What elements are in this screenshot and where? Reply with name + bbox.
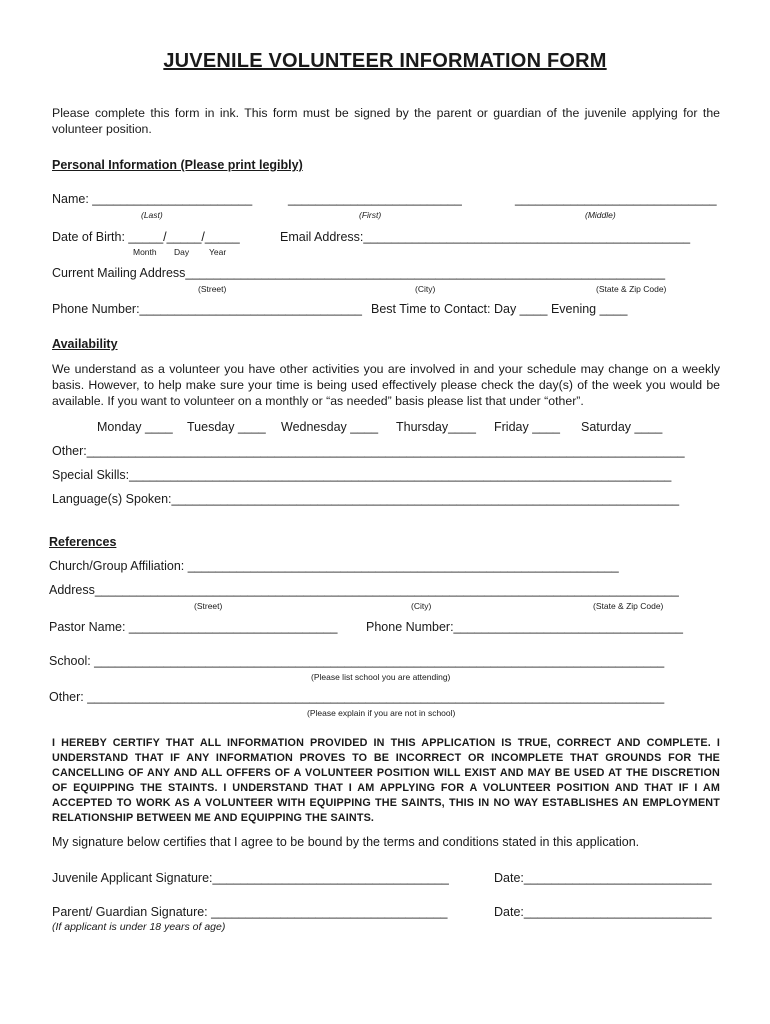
city-caption: (City) bbox=[415, 284, 436, 294]
last-caption: (Last) bbox=[141, 210, 163, 220]
best-time-field[interactable]: Best Time to Contact: Day ____ Evening ____ bbox=[371, 302, 628, 316]
day-thursday[interactable]: Thursday____ bbox=[396, 420, 476, 434]
state-zip-caption: (State & Zip Code) bbox=[596, 284, 667, 294]
day-friday[interactable]: Friday ____ bbox=[494, 420, 561, 434]
personal-info-heading: Personal Information (Please print legibly) bbox=[52, 158, 303, 172]
dob-field[interactable]: Date of Birth: _____/_____/_____ bbox=[52, 230, 240, 244]
reference-address-field[interactable]: Address____________________________________________________________________________________ bbox=[49, 583, 679, 597]
month-caption: Month bbox=[133, 247, 157, 257]
parent-date-field[interactable]: Date:___________________________ bbox=[494, 905, 712, 919]
availability-text: We understand as a volunteer you have other activities you are involved in and your schedule may change on a weekly basis. However, to help make sure your time is being used effectively please check the day(s) of the week you would be available. If you want to volunteer on a monthly or “as needed” basis please list that under “other”. bbox=[52, 362, 720, 408]
name-last-field[interactable]: Name: _______________________ bbox=[52, 192, 253, 206]
intro-text: Please complete this form in ink. This form must be signed by the parent or guardian of the juvenile applying for the volunteer position. bbox=[52, 106, 720, 136]
under-18-note: (If applicant is under 18 years of age) bbox=[52, 921, 226, 933]
pastor-phone-field[interactable]: Phone Number:_________________________________ bbox=[366, 620, 683, 634]
day-caption: Day bbox=[174, 247, 190, 257]
applicant-date-field[interactable]: Date:___________________________ bbox=[494, 871, 712, 885]
availability-heading: Availability bbox=[52, 337, 118, 351]
special-skills-field[interactable]: Special Skills:______________________________________________________________________________ bbox=[52, 468, 672, 482]
street-caption: (Street) bbox=[198, 284, 227, 294]
reference-other-field[interactable]: Other: ___________________________________________________________________________________ bbox=[49, 690, 665, 704]
certification-text: I HEREBY CERTIFY THAT ALL INFORMATION PROVIDED IN THIS APPLICATION IS TRUE, CORRECT AND COMPLETE. I UNDERSTAND THAT IF ANY INFORMATION PROVES TO BE INCORRECT OR INCOMPLETE THAT GROUNDS FOR THE CANCELLING OF ANY AND ALL OFFERS OF A VOLUNTEER POSITION WILL EXIST AND MAY BE USED AT THE DISCRETION OF EQUIPPING THE STAINTS. I UNDERSTAND THAT I AM APPLYING FOR A VOLUNTEER POSITION AND THAT IF I AM ACCEPTED TO WORK AS A VOLUNTEER WITH EQUIPPING THE SAINTS, THIS IN NO WAY ESTABLISHES AN EMPLOYMENT RELATIONSHIP BETWEEN ME AND EQUIPPING THE SAINTS. bbox=[52, 737, 720, 824]
day-tuesday[interactable]: Tuesday ____ bbox=[187, 420, 266, 434]
applicant-signature-field[interactable]: Juvenile Applicant Signature:__________________________________ bbox=[52, 871, 449, 885]
availability-other-field[interactable]: Other:______________________________________________________________________________________ bbox=[52, 444, 685, 458]
email-field[interactable]: Email Address:_______________________________________________ bbox=[280, 230, 691, 244]
first-caption: (First) bbox=[359, 210, 382, 220]
school-field[interactable]: School: __________________________________________________________________________________ bbox=[49, 654, 665, 668]
day-monday[interactable]: Monday ____ bbox=[97, 420, 173, 434]
mailing-address-field[interactable]: Current Mailing Address_____________________________________________________________________ bbox=[52, 266, 666, 280]
church-affiliation-field[interactable]: Church/Group Affiliation: ______________________________________________________________ bbox=[49, 559, 619, 573]
references-heading: References bbox=[49, 535, 117, 549]
day-saturday[interactable]: Saturday ____ bbox=[581, 420, 663, 434]
year-caption: Year bbox=[209, 247, 227, 257]
name-middle-field[interactable]: _____________________________ bbox=[515, 192, 717, 206]
school-caption: (Please list school you are attending) bbox=[311, 672, 451, 682]
languages-field[interactable]: Language(s) Spoken:_________________________________________________________________________ bbox=[52, 492, 680, 506]
signature-statement: My signature below certifies that I agree to be bound by the terms and conditions stated in this application. bbox=[52, 835, 640, 849]
name-first-field[interactable]: _________________________ bbox=[288, 192, 462, 206]
ref-city-caption: (City) bbox=[411, 601, 432, 611]
ref-state-zip-caption: (State & Zip Code) bbox=[593, 601, 664, 611]
day-wednesday[interactable]: Wednesday ____ bbox=[281, 420, 379, 434]
form-title: JUVENILE VOLUNTEER INFORMATION FORM bbox=[163, 50, 607, 72]
other-caption: (Please explain if you are not in school) bbox=[307, 708, 456, 718]
middle-caption: (Middle) bbox=[585, 210, 616, 220]
phone-field[interactable]: Phone Number:________________________________ bbox=[52, 302, 363, 316]
parent-signature-field[interactable]: Parent/ Guardian Signature: __________________________________ bbox=[52, 905, 448, 919]
pastor-name-field[interactable]: Pastor Name: ______________________________ bbox=[49, 620, 338, 634]
ref-street-caption: (Street) bbox=[194, 601, 223, 611]
